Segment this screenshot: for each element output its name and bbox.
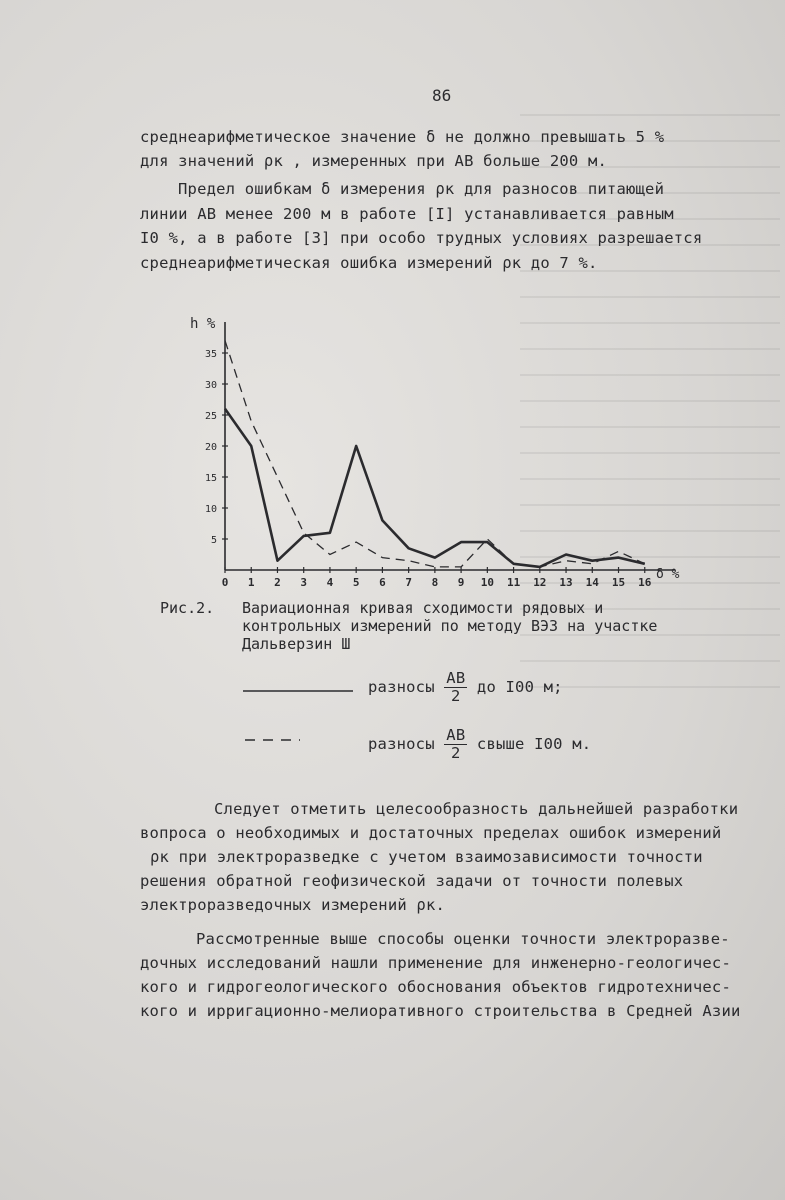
paragraph3-line1: Следует отметить целесообразность дальнейшей разработки bbox=[214, 800, 739, 818]
legend-dashed-numerator: АВ bbox=[446, 726, 466, 744]
legend-dashed-text: разносы bbox=[368, 735, 435, 754]
page-number: 86 bbox=[432, 86, 452, 105]
series-line-solid bbox=[225, 409, 645, 567]
x-tick-label: 15 bbox=[611, 576, 626, 589]
legend-dashed-denominator: 2 bbox=[451, 744, 461, 763]
convergence-chart bbox=[180, 300, 690, 590]
caption-line3: Дальверзин Ш bbox=[242, 635, 351, 653]
legend-dashed-tail: свыше I00 м. bbox=[476, 735, 592, 754]
x-tick-label: 6 bbox=[379, 576, 386, 589]
paragraph1-line1: среднеарифметическое значение δ не должно превышать 5 % bbox=[140, 128, 665, 146]
x-tick-label: 13 bbox=[559, 576, 573, 589]
legend-dashed-fraction bbox=[444, 727, 467, 762]
x-tick-label: 5 bbox=[352, 576, 360, 589]
y-axis-label: h % bbox=[190, 316, 216, 332]
legend-solid bbox=[368, 670, 563, 705]
caption-line2: контрольных измерений по методу ВЭЗ на участке bbox=[242, 617, 658, 635]
x-tick-label: 2 bbox=[274, 576, 281, 589]
x-tick-label: 14 bbox=[585, 576, 599, 589]
paragraph3-line5: электроразведочных измерений ρк. bbox=[140, 896, 446, 914]
y-tick-label: 5 bbox=[210, 535, 217, 546]
x-tick-label: 16 bbox=[638, 576, 652, 589]
y-tick-label: 35 bbox=[204, 349, 217, 360]
x-tick-label: 7 bbox=[405, 576, 412, 589]
paragraph4-line3: кого и гидрогеологического обоснования объектов гидротехничес- bbox=[140, 978, 731, 996]
paragraph4-line1: Рассмотренные выше способы оценки точности электроразве- bbox=[196, 930, 730, 948]
legend-solid-fraction bbox=[444, 670, 467, 705]
paragraph3-line3: ρк при электроразведке с учетом взаимозависимости точности bbox=[150, 848, 703, 866]
y-tick-label: 20 bbox=[204, 442, 217, 453]
paragraph4-line4: кого и ирригационно-мелиоративного строительства в Средней Азии bbox=[140, 1002, 741, 1020]
paragraph1-line2: для значений ρк , измеренных при АВ больше 200 м. bbox=[140, 152, 608, 170]
paragraph3-line2: вопроса о необходимых и достаточных пределах ошибок измерений bbox=[140, 824, 722, 842]
x-tick-label: 1 bbox=[247, 576, 255, 589]
x-tick-label: 4 bbox=[326, 576, 334, 589]
figure-label: Рис.2. bbox=[160, 599, 215, 617]
paragraph2-line3: I0 %, а в работе [3] при особо трудных условиях разрешается bbox=[140, 229, 703, 247]
legend-solid-text: разносы bbox=[368, 678, 435, 697]
paragraph3-line4: решения обратной геофизической задачи от точности полевых bbox=[140, 872, 684, 890]
y-tick-label: 30 bbox=[204, 380, 217, 391]
series-line-dashed bbox=[225, 341, 645, 567]
paragraph4-line2: дочных исследований нашли применение для инженерно-геологичес- bbox=[140, 954, 731, 972]
paragraph2-line1: Предел ошибкам δ измерения ρк для разносов питающей bbox=[178, 180, 665, 198]
x-tick-label: 3 bbox=[300, 576, 308, 589]
legend-solid-numerator: АВ bbox=[446, 669, 466, 687]
paragraph2-line4: среднеарифметическая ошибка измерений ρк до 7 %. bbox=[140, 254, 598, 272]
x-tick-label: 12 bbox=[533, 576, 547, 589]
caption-line1: Вариационная кривая сходимости рядовых и bbox=[242, 599, 604, 617]
x-tick-label: 9 bbox=[457, 576, 465, 589]
x-tick-label: 11 bbox=[506, 576, 521, 589]
paragraph2-line2: линии АВ менее 200 м в работе [I] устанавливается равным bbox=[140, 205, 674, 223]
legend-solid-swatch bbox=[243, 688, 353, 694]
x-tick-label: 8 bbox=[431, 576, 439, 589]
x-tick-label: 0 bbox=[221, 576, 229, 589]
y-tick-label: 25 bbox=[204, 411, 217, 422]
legend-solid-denominator: 2 bbox=[451, 687, 461, 706]
x-tick-label: 10 bbox=[480, 576, 494, 589]
legend-dashed bbox=[368, 727, 591, 762]
y-tick-label: 10 bbox=[204, 504, 217, 515]
y-tick-label: 15 bbox=[204, 473, 217, 484]
x-axis-unit: δ % bbox=[656, 567, 680, 582]
legend-dashed-swatch bbox=[245, 737, 300, 743]
legend-solid-tail: до I00 м; bbox=[476, 678, 563, 697]
series-lines bbox=[225, 341, 645, 567]
